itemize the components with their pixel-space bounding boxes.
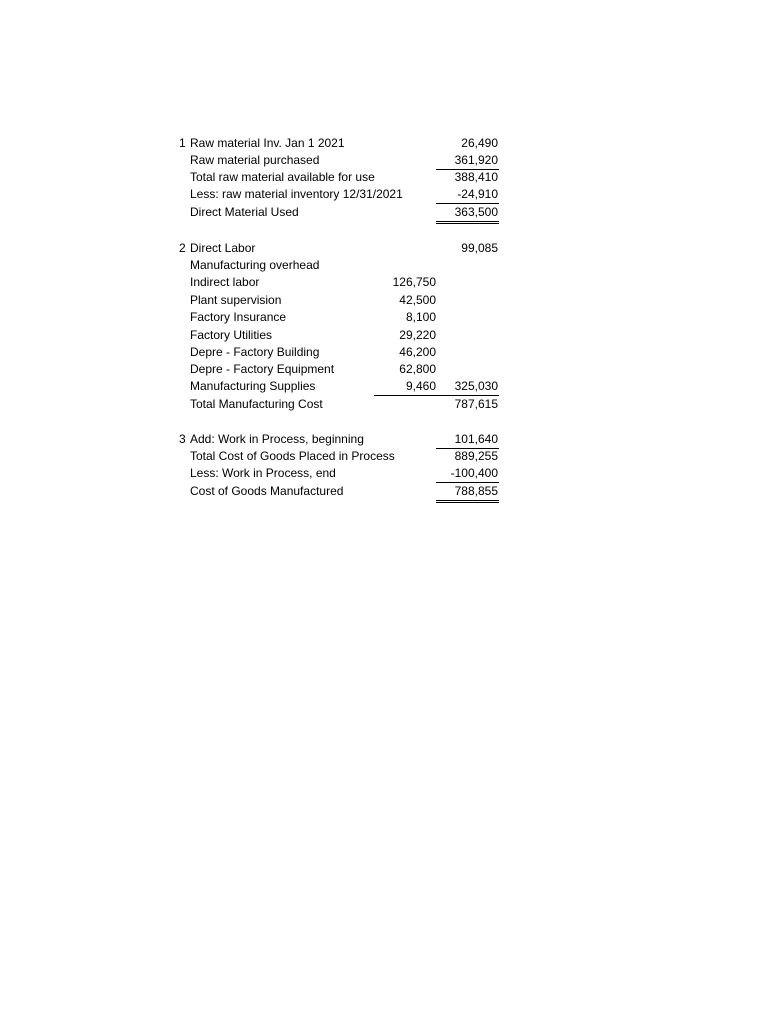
row-label: Less: Work in Process, end bbox=[190, 466, 336, 480]
table-row bbox=[0, 169, 768, 186]
row-total: 101,640 bbox=[436, 431, 499, 449]
row-label: Raw material Inv. Jan 1 2021 bbox=[190, 136, 345, 150]
table-row bbox=[0, 465, 768, 482]
table-row bbox=[0, 327, 768, 344]
row-amount: 46,200 bbox=[399, 345, 436, 359]
row-label: Manufacturing overhead bbox=[190, 258, 320, 272]
table-row bbox=[0, 361, 768, 378]
section-number: 3 bbox=[179, 432, 186, 446]
row-amount: 126,750 bbox=[392, 275, 436, 289]
table-row bbox=[0, 135, 768, 152]
table-row bbox=[0, 257, 768, 274]
row-label: Depre - Factory Building bbox=[190, 345, 320, 359]
row-total: 325,030 bbox=[436, 378, 499, 396]
row-amount: 62,800 bbox=[399, 362, 436, 376]
table-row bbox=[0, 292, 768, 309]
row-total: 787,615 bbox=[454, 397, 498, 411]
row-label: Direct Labor bbox=[190, 241, 256, 255]
table-row bbox=[0, 274, 768, 291]
row-total: 363,500 bbox=[436, 204, 499, 224]
row-total: 99,085 bbox=[461, 241, 498, 255]
table-row bbox=[0, 344, 768, 361]
row-amount: 29,220 bbox=[399, 328, 436, 342]
row-total: 361,920 bbox=[436, 152, 499, 170]
table-row bbox=[0, 396, 768, 413]
row-label: Direct Material Used bbox=[190, 205, 299, 219]
row-label: Depre - Factory Equipment bbox=[190, 362, 335, 376]
row-total: 788,855 bbox=[436, 483, 499, 503]
row-amount: 8,100 bbox=[405, 310, 436, 324]
row-amount: 42,500 bbox=[399, 293, 436, 307]
table-row bbox=[0, 483, 768, 500]
row-label: Total Manufacturing Cost bbox=[190, 397, 323, 411]
row-label: Total Cost of Goods Placed in Process bbox=[190, 449, 395, 463]
table-row bbox=[0, 204, 768, 221]
row-label: Factory Utilities bbox=[190, 328, 273, 342]
row-label: Cost of Goods Manufactured bbox=[190, 484, 344, 498]
table-row bbox=[0, 186, 768, 203]
row-total: 388,410 bbox=[454, 170, 498, 184]
row-label: Total raw material available for use bbox=[190, 170, 375, 184]
row-total: -24,910 bbox=[436, 186, 499, 204]
section-number: 2 bbox=[179, 241, 186, 255]
row-label: Add: Work in Process, beginning bbox=[190, 432, 364, 446]
row-label: Factory Insurance bbox=[190, 310, 287, 324]
row-total: -100,400 bbox=[436, 465, 499, 483]
row-total: 26,490 bbox=[461, 136, 498, 150]
table-row bbox=[0, 378, 768, 395]
row-label: Raw material purchased bbox=[190, 153, 320, 167]
table-row bbox=[0, 240, 768, 257]
table-row bbox=[0, 431, 768, 448]
row-label: Manufacturing Supplies bbox=[190, 379, 316, 393]
section-number: 1 bbox=[179, 136, 186, 150]
row-amount: 9,460 bbox=[374, 378, 437, 396]
table-row bbox=[0, 152, 768, 169]
table-row bbox=[0, 448, 768, 465]
row-label: Plant supervision bbox=[190, 293, 282, 307]
row-label: Indirect labor bbox=[190, 275, 260, 289]
row-label: Less: raw material inventory 12/31/2021 bbox=[190, 187, 403, 201]
table-row bbox=[0, 309, 768, 326]
row-total: 889,255 bbox=[454, 449, 498, 463]
